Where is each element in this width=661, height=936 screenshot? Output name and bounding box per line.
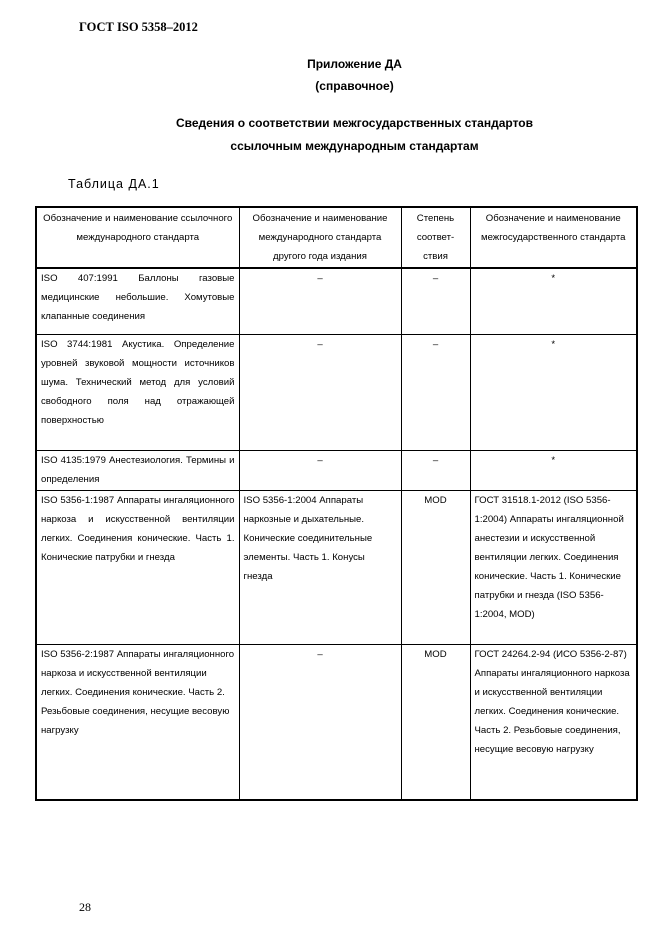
annex-title: Приложение ДА [307, 57, 402, 71]
page-number: 28 [79, 900, 91, 914]
cell-interstate-standard: * [470, 334, 637, 450]
cell-reference-standard: ISO 5356-2:1987 Аппараты ингаляционного наркоза и искусственной вентиляции легких. Соединения конические. Часть 2. Резьбовые соединения, несущие весовую нагрузку [36, 644, 239, 800]
cell-reference-standard: ISO 3744:1981 Акустика. Определение уровней звуковой мощности источников шума. Технический метод для условий свободного поля над отражающей поверхностью [36, 334, 239, 450]
standard-header: ГОСТ ISO 5358–2012 [79, 20, 198, 34]
cell-other-year-standard: – [239, 268, 401, 334]
table-row [36, 334, 637, 450]
table-row [36, 644, 637, 800]
cell-interstate-standard: ГОСТ 24264.2-94 (ИСО 5356-2-87) Аппараты ингаляционного наркоза и искусственной вентиляции легких. Соединения конические. Часть 2. Резьбовые соединения, несущие весовую нагрузку [470, 644, 637, 800]
cell-reference-standard: ISO 407:1991 Баллоны газовые медицинские небольшие. Хомутовые клапанные соединения [36, 268, 239, 334]
cell-degree: MOD [401, 490, 470, 644]
column-header-reference-standard: Обозначение и наименование ссылочного международного стандарта [36, 207, 239, 268]
cell-reference-standard: ISO 5356-1:1987 Аппараты ингаляционного наркоза и искусственной вентиляции легких. Соединения конические. Часть 1. Конические патрубки и гнезда [36, 490, 239, 644]
cell-other-year-standard: – [239, 450, 401, 490]
cell-degree: MOD [401, 644, 470, 800]
document-heading-line-1: Сведения о соответствии межгосударственных стандартов [176, 116, 533, 130]
column-header-other-year-standard: Обозначение и наименование международного стандарта другого года издания [239, 207, 401, 268]
cell-degree: – [401, 334, 470, 450]
table-row [36, 268, 637, 334]
cell-other-year-standard: ISO 5356-1:2004 Аппараты наркозные и дыхательные. Конические соединительные элементы. Часть 1. Конусы гнезда [239, 490, 401, 644]
document-heading-line-2: ссылочным международным стандартам [230, 139, 479, 153]
cell-reference-standard: ISO 4135:1979 Анестезиология. Термины и определения [36, 450, 239, 490]
cell-other-year-standard: – [239, 334, 401, 450]
document-heading [0, 112, 661, 158]
cell-other-year-standard: – [239, 644, 401, 800]
table-row [36, 490, 637, 644]
table-row [36, 450, 637, 490]
correspondence-table [35, 206, 638, 801]
cell-degree: – [401, 268, 470, 334]
table-header-row [36, 207, 637, 268]
annex-subtitle: (справочное) [315, 79, 394, 93]
cell-interstate-standard: ГОСТ 31518.1-2012 (ISO 5356-1:2004) Аппараты ингаляционной анестезии и искусственной вентиляции легких. Соединения конические. Часть 1. Конические патрубки и гнезда (ISO 5356-1:2004, MOD) [470, 490, 637, 644]
cell-interstate-standard: * [470, 450, 637, 490]
cell-degree: – [401, 450, 470, 490]
column-header-degree: Степень соответ-ствия [401, 207, 470, 268]
cell-interstate-standard: * [470, 268, 637, 334]
column-header-interstate-standard: Обозначение и наименование межгосударственного стандарта [470, 207, 637, 268]
table-label: Таблица ДА.1 [68, 177, 160, 191]
